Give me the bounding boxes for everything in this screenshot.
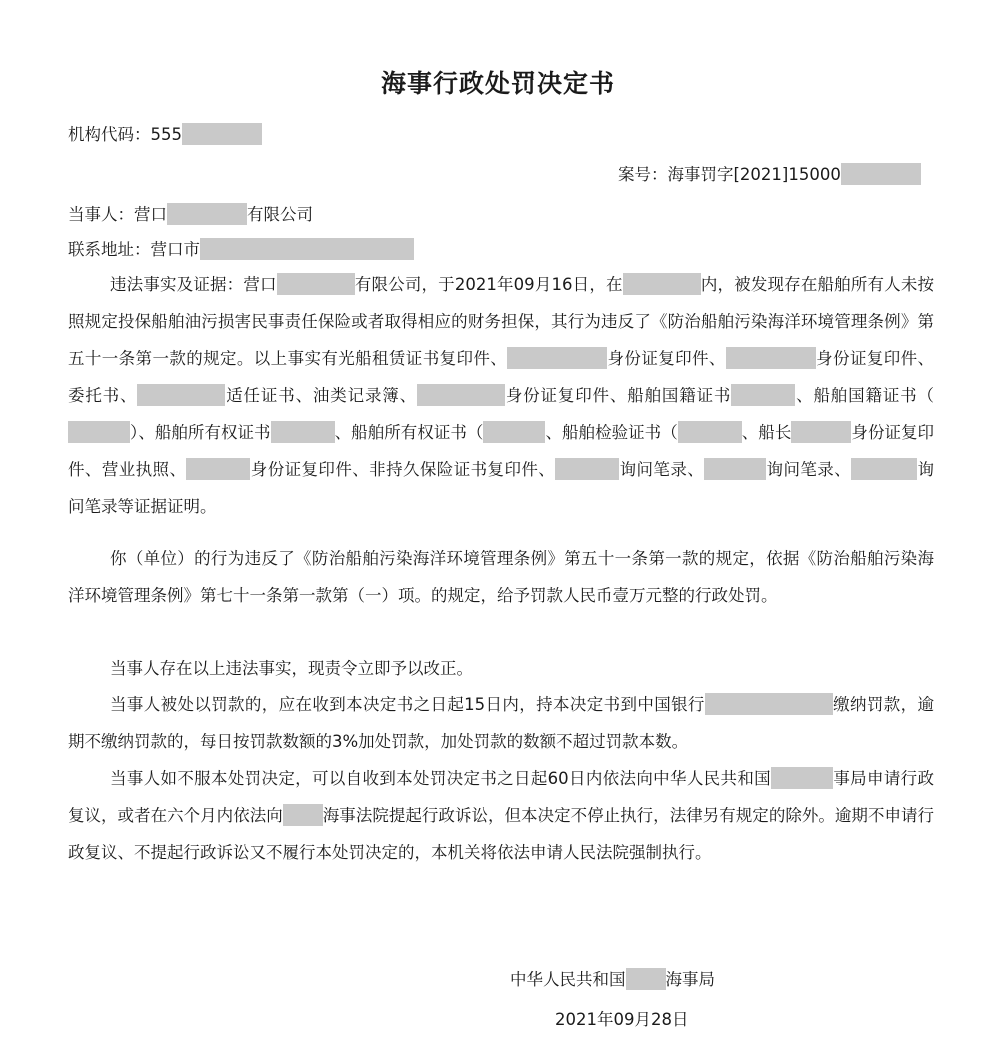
appeal-text: 事局申请行政复议，或者在六个月内依法向 bbox=[68, 769, 935, 825]
case-number-label: 案号：海事罚字[2021]15000 bbox=[618, 165, 841, 184]
redaction-block bbox=[726, 347, 816, 369]
redaction-block bbox=[731, 384, 795, 406]
facts-text: 有限公司，于2021年09月16日，在 bbox=[354, 275, 623, 294]
facts-text: 询问笔录等证据证明。 bbox=[68, 460, 935, 516]
facts-text: 违法事实及证据：营口 bbox=[110, 275, 277, 294]
facts-text: 身份证复印件、 bbox=[607, 349, 726, 368]
redaction-block bbox=[678, 421, 742, 443]
redaction-block bbox=[182, 123, 262, 145]
redaction-block bbox=[137, 384, 225, 406]
case-number-line bbox=[618, 161, 921, 185]
facts-text: 、船舶检验证书（ bbox=[545, 423, 678, 442]
document-title: 海事行政处罚决定书 bbox=[380, 69, 615, 98]
redaction-block bbox=[705, 693, 833, 715]
facts-text: 身份证复印件、非持久保险证书复印件、 bbox=[250, 460, 556, 479]
redaction-block bbox=[626, 968, 666, 990]
payment-text: 缴纳罚款，逾期不缴纳罚款的，每日按罚款数额的3%加处罚款，加处罚款的数额不超过罚款本数。 bbox=[68, 695, 935, 751]
address-label: 联系地址：营口市 bbox=[68, 240, 200, 259]
facts-text: 身份证复印件、营业执照、 bbox=[68, 423, 935, 479]
redaction-block bbox=[483, 421, 545, 443]
facts-text: 、船舶国籍证书（ bbox=[795, 386, 935, 405]
redaction-block bbox=[200, 238, 414, 260]
facts-paragraph bbox=[68, 266, 934, 525]
correction-text: 当事人存在以上违法事实，现责令立即予以改正。 bbox=[110, 659, 473, 678]
address-line bbox=[68, 236, 414, 260]
redaction-block bbox=[68, 421, 130, 443]
appeal-paragraph bbox=[68, 760, 934, 871]
redaction-block bbox=[791, 421, 851, 443]
redaction-block bbox=[277, 273, 355, 295]
issuing-authority bbox=[510, 966, 715, 990]
redaction-block bbox=[186, 458, 250, 480]
payment-text: 当事人被处以罚款的，应在收到本决定书之日起15日内，持本决定书到中国银行 bbox=[110, 695, 705, 714]
redaction-block bbox=[167, 203, 247, 225]
facts-text: 适任证书、油类记录簿、 bbox=[225, 386, 417, 405]
authority-suffix: 海事局 bbox=[665, 970, 715, 989]
violation-text: 你（单位）的行为违反了《防治船舶污染海洋环境管理条例》第五十一条第一款的规定，依据《防治船舶污染海洋环境管理条例》第七十一条第一款第（一）项。的规定，给予罚款人民币壹万元整的行政处罚。 bbox=[68, 549, 934, 605]
party-line bbox=[68, 201, 313, 225]
payment-paragraph bbox=[68, 686, 934, 760]
facts-text: 身份证复印件、委托书、 bbox=[68, 349, 935, 405]
redaction-block bbox=[704, 458, 766, 480]
facts-text: 询问笔录、 bbox=[619, 460, 705, 479]
facts-text: ）、船舶所有权证书 bbox=[130, 423, 271, 442]
party-suffix: 有限公司 bbox=[247, 205, 313, 224]
facts-text: 身份证复印件、船舶国籍证书 bbox=[504, 386, 732, 405]
org-code-line bbox=[68, 121, 262, 145]
facts-text: 、船舶所有权证书（ bbox=[334, 423, 484, 442]
facts-text: 内，被发现存在船舶所有人未按照规定投保船舶油污损害民事责任保险或者取得相应的财务担保，其行为违反了《防治船舶污染海洋环境管理条例》第五十一条第一款的规定。以上事实有光船租赁证书复印件、 bbox=[68, 275, 935, 368]
redaction-block bbox=[851, 458, 917, 480]
appeal-text: 当事人如不服本处罚决定，可以自收到本处罚决定书之日起60日内依法向中华人民共和国 bbox=[110, 769, 771, 788]
redaction-block bbox=[771, 767, 833, 789]
redaction-block bbox=[555, 458, 619, 480]
facts-text: 询问笔录、 bbox=[766, 460, 852, 479]
issue-date: 2021年09月28日 bbox=[555, 1010, 689, 1029]
facts-text: 、船长 bbox=[741, 423, 792, 442]
redaction-block bbox=[841, 163, 921, 185]
party-prefix: 当事人：营口 bbox=[68, 205, 167, 224]
redaction-block bbox=[623, 273, 701, 295]
redaction-block bbox=[283, 804, 323, 826]
redaction-block bbox=[271, 421, 335, 443]
redaction-block bbox=[417, 384, 505, 406]
authority-prefix: 中华人民共和国 bbox=[510, 970, 626, 989]
org-code-label: 机构代码：555 bbox=[68, 125, 182, 144]
redaction-block bbox=[507, 347, 607, 369]
correction-paragraph bbox=[68, 650, 934, 687]
appeal-text: 海事法院提起行政诉讼，但本决定不停止执行，法律另有规定的除外。逾期不申请行政复议、不提起行政诉讼又不履行本处罚决定的，本机关将依法申请人民法院强制执行。 bbox=[68, 806, 935, 862]
violation-paragraph bbox=[68, 540, 934, 614]
